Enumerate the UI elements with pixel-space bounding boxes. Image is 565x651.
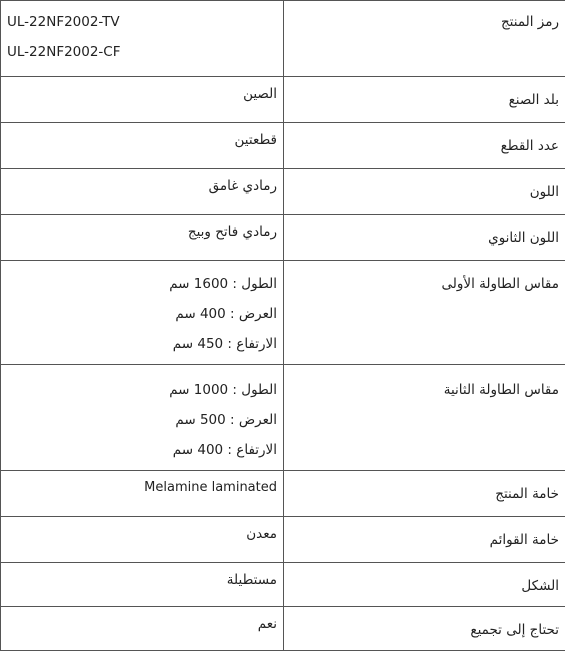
spec-label-text: مقاس الطاولة الثانية <box>444 382 559 398</box>
spec-row-table-2-size <box>1 365 565 471</box>
spec-row-product-code <box>1 1 565 77</box>
spec-value-line: معدن <box>7 519 277 549</box>
spec-label <box>284 607 565 651</box>
spec-value <box>1 471 284 517</box>
spec-label-text: عدد القطع <box>501 138 559 154</box>
spec-value-line: UL-22NF2002-TV <box>7 7 277 37</box>
spec-label <box>284 169 565 215</box>
spec-row-color <box>1 169 565 215</box>
spec-label-text: خامة القوائم <box>490 532 559 548</box>
spec-value-line: مستطيلة <box>7 565 277 595</box>
spec-value <box>1 77 284 123</box>
spec-label <box>284 77 565 123</box>
spec-value-line: الارتفاع : 450 سم <box>7 329 277 359</box>
spec-label-text: خامة المنتج <box>495 486 559 502</box>
spec-value <box>1 563 284 607</box>
spec-value <box>1 1 284 77</box>
spec-row-legs-material <box>1 517 565 563</box>
spec-row-table-1-size <box>1 261 565 365</box>
spec-label-text: بلد الصنع <box>509 92 559 108</box>
spec-value <box>1 261 284 365</box>
spec-value-line: Melamine laminated <box>7 473 277 503</box>
spec-label <box>284 1 565 77</box>
spec-label-text: اللون الثانوي <box>488 230 559 246</box>
spec-value-line: العرض : 500 سم <box>7 405 277 435</box>
spec-label-text: رمز المنتج <box>501 14 559 30</box>
spec-label <box>284 123 565 169</box>
spec-label <box>284 261 565 365</box>
spec-label-text: مقاس الطاولة الأولى <box>442 276 560 292</box>
spec-label-text: الشكل <box>521 578 559 594</box>
spec-label-text: اللون <box>530 184 559 200</box>
spec-row-assembly <box>1 607 565 651</box>
spec-value-line: العرض : 400 سم <box>7 299 277 329</box>
spec-label-text: تحتاج إلى تجميع <box>470 622 559 638</box>
spec-value-line: الصين <box>7 79 277 109</box>
spec-value <box>1 365 284 471</box>
spec-value-line: الطول : 1000 سم <box>7 375 277 405</box>
spec-row-shape <box>1 563 565 607</box>
spec-label <box>284 563 565 607</box>
spec-label <box>284 365 565 471</box>
spec-value-line: رمادي فاتح وبيج <box>7 217 277 247</box>
spec-row-country <box>1 77 565 123</box>
spec-value-line: نعم <box>7 609 277 639</box>
spec-value-line: قطعتين <box>7 125 277 155</box>
spec-label <box>284 215 565 261</box>
spec-value <box>1 123 284 169</box>
spec-row-secondary-color <box>1 215 565 261</box>
spec-value-line: الطول : 1600 سم <box>7 269 277 299</box>
spec-value-line: الارتفاع : 400 سم <box>7 435 277 465</box>
spec-row-pieces <box>1 123 565 169</box>
spec-value <box>1 517 284 563</box>
spec-label <box>284 517 565 563</box>
spec-label <box>284 471 565 517</box>
spec-value <box>1 215 284 261</box>
spec-value <box>1 169 284 215</box>
spec-value-line: رمادي غامق <box>7 171 277 201</box>
spec-value <box>1 607 284 651</box>
spec-row-material <box>1 471 565 517</box>
spec-value-line: UL-22NF2002-CF <box>7 37 277 67</box>
